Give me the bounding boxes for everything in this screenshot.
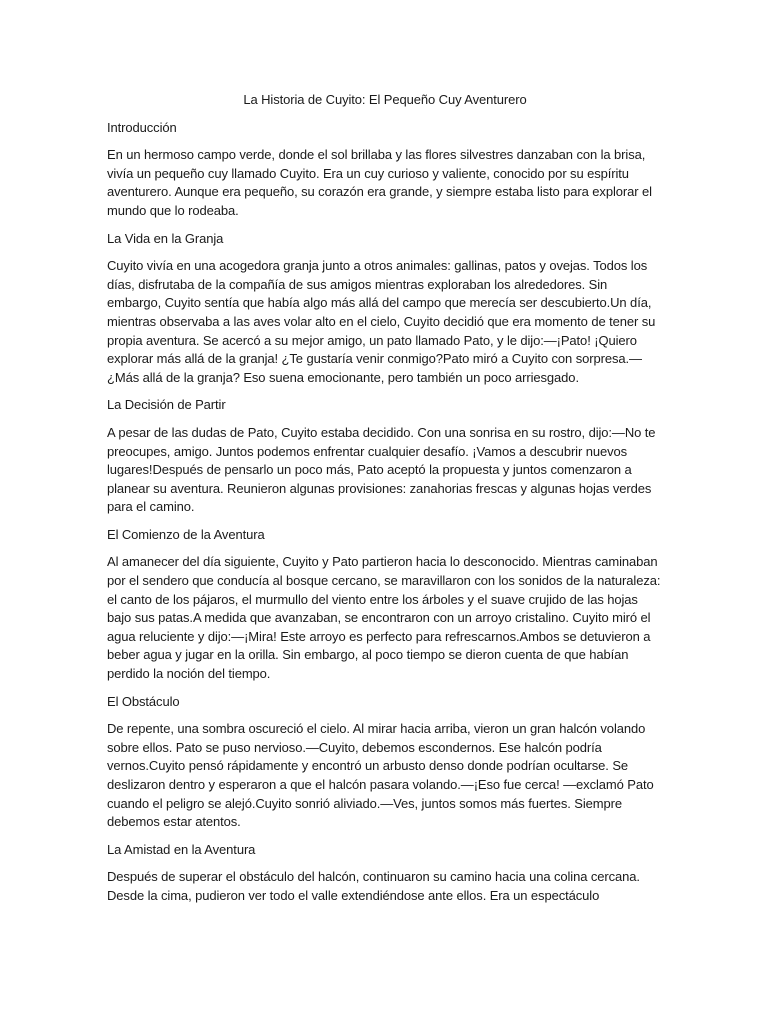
section-heading-obstaculo: El Obstáculo [107,693,180,709]
section-text-vida-granja: Cuyito vivía en una acogedora granja junto a otros animales: gallinas, patos y ovejas. Todos los días, disfrutaba de la compañía de sus amigos mientras exploraban los alrededores. Sin embargo, Cuyito sentía que había algo más allá del campo que merecía ser descubierto.Un día, mientras observaba a las aves volar alto en el cielo, Cuyito decidió que era momento de tener su propia aventura. Se acercó a su mejor amigo, un pato llamado Pato, y le dijo:—¡Pato! ¡Quiero explorar más allá de la granja! ¿Te gustaría venir conmigo?Pato miró a Cuyito con sorpresa.—¿Más allá de la granja? Eso suena emocionante, pero también un poco arriesgado. [107,258,656,385]
section-heading-introduccion: Introducción [107,119,177,135]
section-heading-comienzo-aventura: El Comienzo de la Aventura [107,526,265,542]
section-heading-vida-granja: La Vida en la Granja [107,230,224,246]
section-text-decision-partir: A pesar de las dudas de Pato, Cuyito estaba decidido. Con una sonrisa en su rostro, dijo:—No te preocupes, amigo. Juntos podemos enfrentar cualquier desafío. ¡Vamos a descubrir nuevos lugares!Después de pensarlo un poco más, Pato aceptó la propuesta y juntos comenzaron a planear su aventura. Reunieron algunas provisiones: zanahorias frescas y algunas hojas verdes para el camino. [107,424,656,515]
section-text-obstaculo: De repente, una sombra oscureció el cielo. Al mirar hacia arriba, vieron un gran halcón volando sobre ellos. Pato se puso nervioso.—Cuyito, debemos escondernos. Ese halcón podría vernos.Cuyito pensó rápidamente y encontró un arbusto denso donde podrían ocultarse. Se deslizaron dentro y esperaron a que el halcón pasara volando.—¡Eso fue cerca! —exclamó Pato cuando el peligro se alejó.Cuyito sonrió aliviado.—Ves, juntos somos más fuertes. Siempre debemos estar atentos. [107,721,654,830]
section-text-introduccion: En un hermoso campo verde, donde el sol brillaba y las flores silvestres danzaban con la brisa, vivía un pequeño cuy llamado Cuyito. Era un cuy curioso y valiente, conocido por su espíritu aventurero. Aunque era pequeño, su corazón era grande, y siempre estaba listo para explorar el mundo que lo rodeaba. [107,147,652,218]
section-text-amistad-aventura: Después de superar el obstáculo del halcón, continuaron su camino hacia una colina cercana. Desde la cima, pudieron ver todo el valle extendiéndose ante ellos. Era un espectáculo [107,869,640,903]
section-text-comienzo-aventura: Al amanecer del día siguiente, Cuyito y Pato partieron hacia lo desconocido. Mientras caminaban por el sendero que conducía al bosque cercano, se maravillaron con los sonidos de la naturaleza: el canto de los pájaros, el murmullo del viento entre los árboles y el suave crujido de las hojas bajo sus patas.A medida que avanzaban, se encontraron con un arroyo cristalino. Cuyito miró el agua reluciente y dijo:—¡Mira! Este arroyo es perfecto para refrescarnos.Ambos se detuvieron a beber agua y jugar en la orilla. Sin embargo, al poco tiempo se dieron cuenta de que habían perdido la noción del tiempo. [107,554,661,682]
section-heading-decision-partir: La Decisión de Partir [107,397,226,413]
document-content [107,91,663,915]
document-title: La Historia de Cuyito: El Pequeño Cuy Aventurero [243,92,527,107]
section-heading-amistad-aventura: La Amistad en la Aventura [107,841,256,857]
